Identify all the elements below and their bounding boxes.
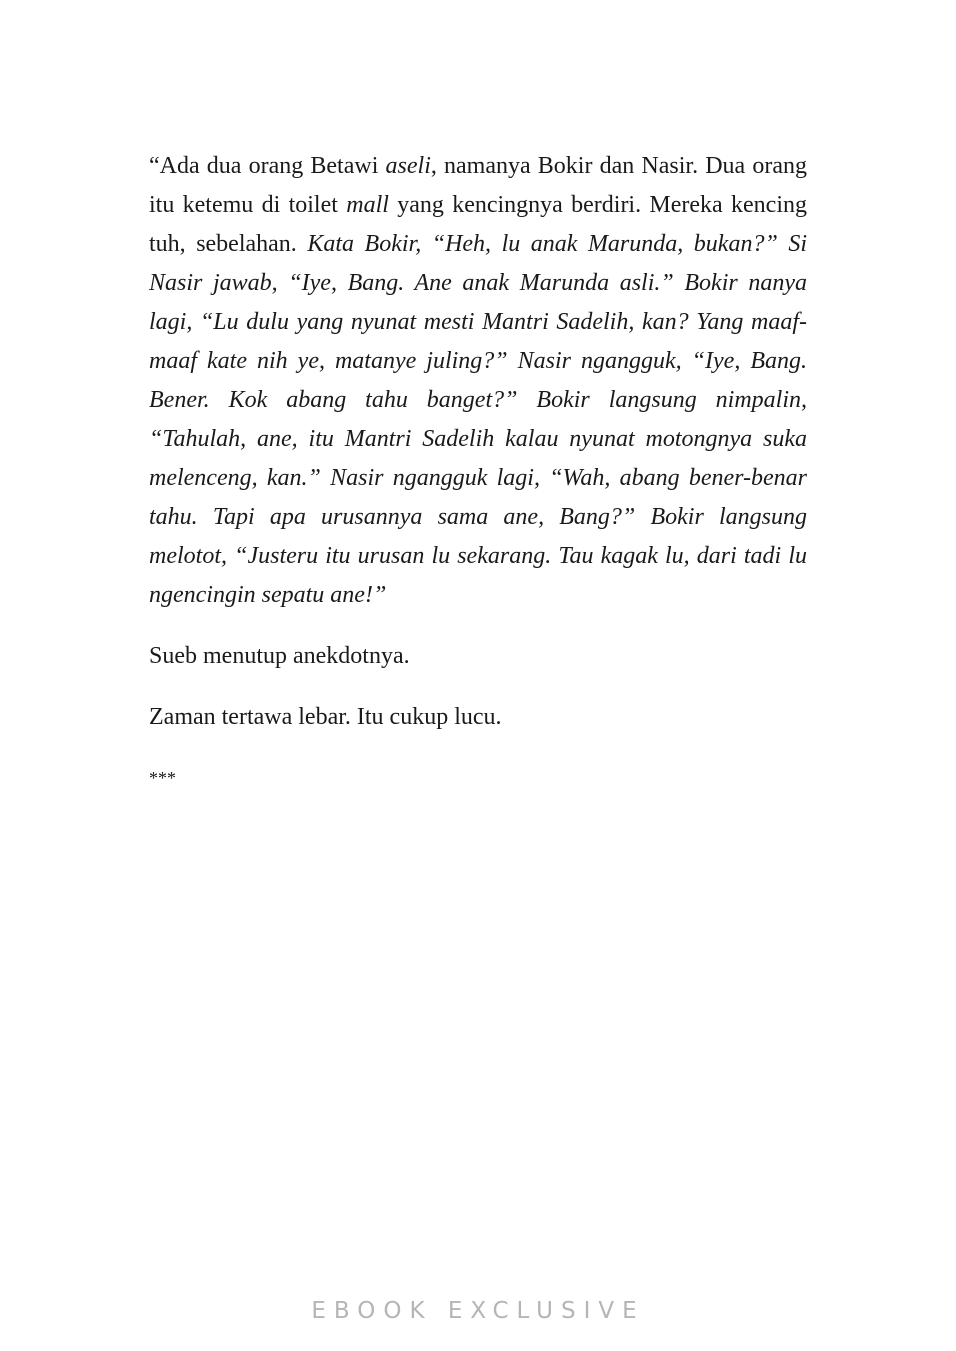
anecdote-text-2: , namanya Bokir dan Nasir. Dua orang itu ketemu di toilet bbox=[149, 153, 808, 218]
page-body bbox=[149, 147, 807, 798]
paragraph-zaman: Zaman tertawa lebar. Itu cukup lucu. bbox=[149, 704, 502, 730]
anecdote-paragraph bbox=[149, 147, 807, 615]
anecdote-italic-word-mall: mall bbox=[346, 192, 389, 218]
section-separator: *** bbox=[149, 768, 176, 788]
anecdote-text-1: “Ada dua orang Betawi bbox=[149, 153, 386, 179]
anecdote-italic-dialogue: Kata Bokir, “Heh, lu anak Marunda, bukan?” Si Nasir jawab, “Iye, Bang. Ane anak Marunda asli.” Bokir nanya lagi, “Lu dulu yang nyunat mesti Mantri Sadelih, kan? Yang maaf-maaf kate nih ye, matanye juling?” Nasir ngangguk, “Iye, Bang. Bener. Kok abang tahu banget?” Bokir langsung nimpalin, “Tahulah, ane, itu Mantri Sadelih kalau nyunat motongnya suka melenceng, kan.” Nasir ngangguk lagi, “Wah, abang bener-benar tahu. Tapi apa urusannya sama ane, Bang?” Bokir langsung melotot, “Justeru itu urusan lu sekarang. Tau kagak lu, dari tadi lu ngencingin sepatu ane!” bbox=[149, 231, 807, 608]
anecdote-italic-word-aseli: aseli bbox=[385, 153, 431, 179]
anecdote-text-3: yang kencingnya berdiri. Mereka kencing tuh, sebelahan. bbox=[149, 192, 807, 257]
paragraph-sueb: Sueb menutup anekdotnya. bbox=[149, 643, 410, 669]
footer-ebook-exclusive: EBOOK EXCLUSIVE bbox=[311, 1298, 645, 1324]
